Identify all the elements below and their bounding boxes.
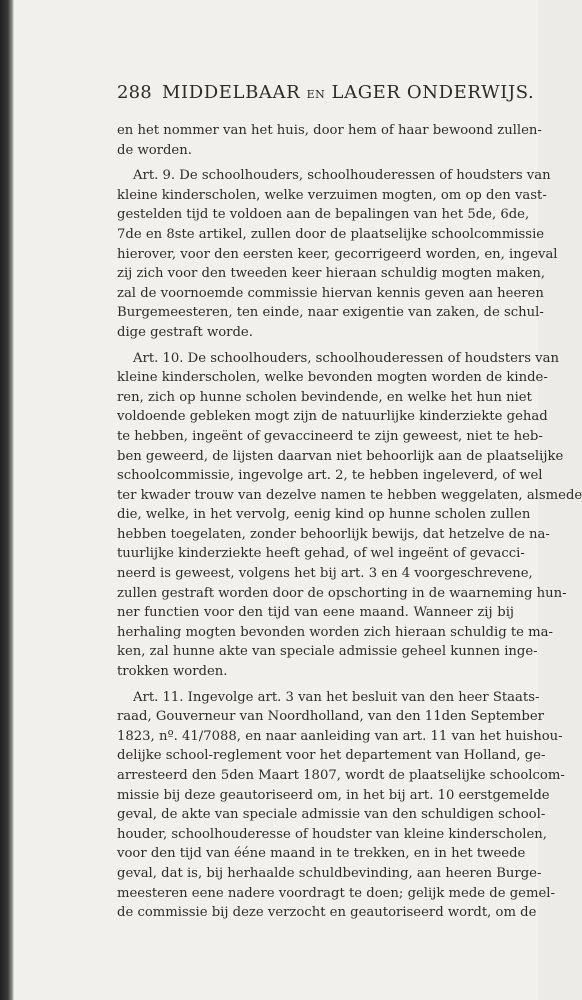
text-line: ner functien voor den tijd van eene maand. Wanneer zij bij — [117, 605, 514, 621]
text-line: 7de en 8ste artikel, zullen door de plaatselijke schoolcommissie — [117, 226, 545, 242]
text-line: zullen gestraft worden door de opschorting in de waarneming hun- — [117, 585, 567, 601]
text-line: geval, dat is, bij herhaalde schuldbevinding, aan heeren Burge- — [117, 865, 542, 881]
text-line: zij zich voor den tweeden keer hieraan schuldig mogten maken, — [117, 266, 546, 282]
text-line: Art. 10. De schoolhouders, schoolhouderessen of houdsters van — [133, 350, 559, 366]
text-line: Art. 9. De schoolhouders, schoolhouderessen of houdsters van — [133, 168, 551, 184]
text-line: zal de voornoemde commissie hiervan kennis geven aan heeren — [117, 285, 544, 301]
text-line: delijke school-reglement voor het departement van Holland, ge- — [117, 748, 546, 764]
text-line: houder, schoolhouderesse of houdster van kleine kinderscholen, — [117, 826, 547, 842]
running-title-small: EN — [306, 88, 326, 101]
text-line: trokken worden. — [117, 664, 228, 680]
text-line: Burgemeesteren, ten einde, naar exigentie van zaken, de schul- — [117, 305, 544, 321]
text-line: ken, zal hunne akte van speciale admissie geheel kunnen inge- — [117, 644, 538, 660]
text-line: de commissie bij deze verzocht en geautoriseerd wordt, om de — [117, 905, 537, 921]
paragraph — [117, 166, 558, 342]
text-line: hierover, voor den eersten keer, gecorrigeerd worden, en, ingeval — [117, 246, 558, 262]
text-line: missie bij deze geautoriseerd om, in het bij art. 10 eerstgemelde — [117, 787, 550, 803]
running-title-part1: MIDDELBAAR — [161, 82, 307, 103]
page-number: 288 — [117, 82, 152, 103]
text-line: voldoende gebleken mogt zijn de natuurlijke kinderziekte gehad — [117, 409, 548, 425]
text-line: arresteerd den 5den Maart 1807, wordt de plaatselijke schoolcom- — [117, 768, 565, 783]
running-title — [162, 82, 534, 103]
text-line: schoolcommissie, ingevolge art. 2, te hebben ingeleverd, of wel — [117, 468, 543, 484]
text-line: dige gestraft worde. — [117, 324, 253, 340]
text-line: kleine kinderscholen, welke bevonden mogten worden de kinde- — [117, 370, 548, 386]
text-line: hebben toegelaten, zonder behoorlijk bewijs, dat hetzelve de na- — [117, 526, 550, 542]
paragraph — [117, 349, 582, 682]
paragraph — [117, 121, 542, 160]
text-line: gestelden tijd te voldoen aan de bepalingen van het 5de, 6de, — [117, 207, 530, 223]
text-line: neerd is geweest, volgens het bij art. 3 en 4 voorgeschrevene, — [117, 566, 533, 582]
text-line: ter kwader trouw van dezelve namen te hebben weggelaten, alsmede — [117, 487, 582, 503]
text-line: Art. 11. Ingevolge art. 3 van het besluit van den heer Staats- — [133, 689, 540, 705]
text-line: herhaling mogten bevonden worden zich hieraan schuldig te ma- — [117, 624, 553, 640]
running-title-part2: LAGER ONDERWIJS. — [325, 82, 535, 103]
text-line: meesteren eene nadere voordragt te doen; gelijk mede de gemel- — [117, 885, 555, 901]
text-line: kleine kinderscholen, welke verzuimen mogten, om op den vast- — [117, 187, 547, 203]
text-line: raad, Gouverneur van Noordholland, van den 11den September — [117, 709, 544, 725]
text-block — [117, 82, 582, 923]
text-line: de worden. — [117, 142, 192, 158]
paragraph — [117, 688, 565, 923]
text-line: tuurlijke kinderziekte heeft gehad, of wel ingeënt of gevacci- — [117, 546, 525, 562]
running-header — [117, 82, 535, 103]
text-line: en het nommer van het huis, door hem of haar bewoond zullen- — [117, 123, 542, 138]
text-line: geval, de akte van speciale admissie van den schuldigen school- — [117, 807, 546, 823]
book-spine-shadow — [0, 0, 14, 1000]
text-line: te hebben, ingeënt of gevaccineerd te zijn geweest, niet te heb- — [117, 428, 543, 444]
text-line: ben geweerd, de lijsten daarvan niet behoorlijk aan de plaatselijke — [117, 448, 564, 464]
text-line: die, welke, in het vervolg, eenig kind op hunne scholen zullen — [117, 507, 531, 523]
text-line: voor den tijd van ééne maand in te trekken, en in het tweede — [117, 846, 526, 862]
body-text — [117, 121, 582, 923]
text-line: ren, zich op hunne scholen bevindende, en welke het hun niet — [117, 389, 532, 405]
text-line: 1823, nº. 41/7088, en naar aanleiding van art. 11 van het huishou- — [117, 728, 563, 744]
